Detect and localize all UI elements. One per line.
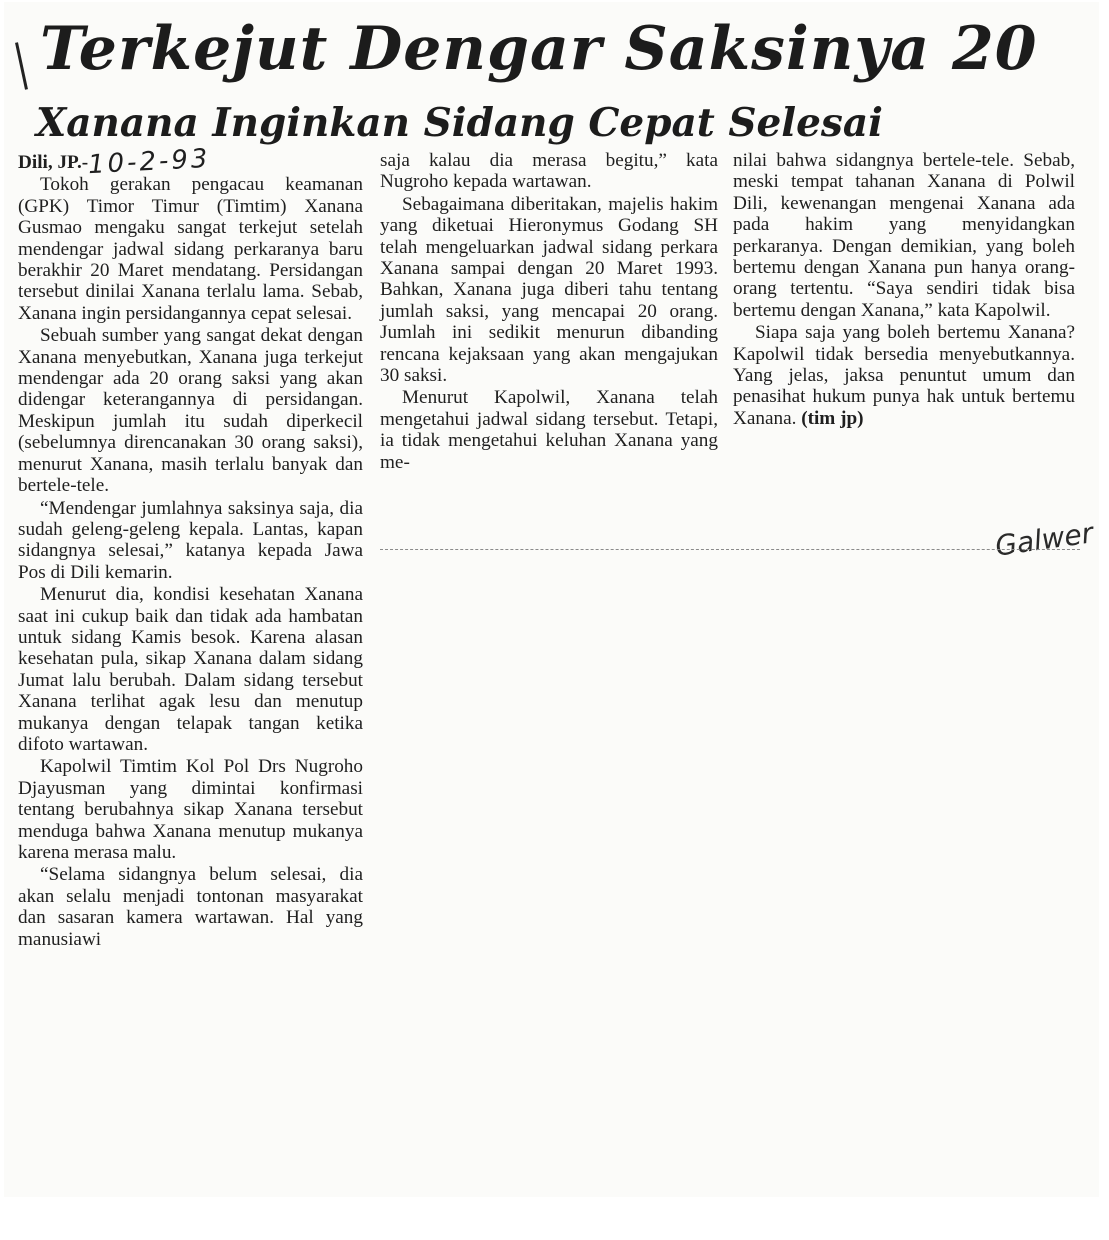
article-column-2 bbox=[380, 150, 718, 473]
paragraph: Sebuah sumber yang sangat dekat dengan Xanana menyebutkan, Xanana juga terkejut mendengar ada 20 orang saksi yang akan didengar keterangannya di persidangan. Meskipun jumlah itu sudah diperkecil (sebelumnya direncanakan 30 orang saksi), menurut Xanana, masih terlalu banyak dan bertele-tele. bbox=[18, 325, 363, 497]
article-column-1 bbox=[18, 143, 363, 950]
subheadline: Xanana Inginkan Sidang Cepat Selesai bbox=[36, 100, 883, 146]
byline-credit: (tim jp) bbox=[801, 407, 864, 429]
dateline bbox=[18, 143, 363, 181]
paragraph: Menurut dia, kondisi kesehatan Xanana saat ini cukup baik dan tidak ada hambatan untuk sidang Kamis besok. Karena alasan kesehatan pula, sikap Xanana dalam sidang Jumat lalu berubah. Dalam sidang tersebut Xanana terlihat agak lesu dan menutup mukanya dengan telapak tangan ketika difoto wartawan. bbox=[18, 584, 363, 755]
article-column-3 bbox=[733, 150, 1075, 429]
paragraph-text: Siapa saja yang boleh bertemu Xanana? Kapolwil tidak bersedia menyebutkannya. Yang jelas, jaksa penuntut umum dan penasihat hukum punya hak untuk bertemu Xanana. bbox=[733, 322, 1075, 429]
paragraph: Kapolwil Timtim Kol Pol Drs Nugroho Djayusman yang dimintai konfirmasi tentang berubahnya sikap Xanana tersebut menduga bahwa Xanana menutup mukanya karena merasa malu. bbox=[18, 756, 363, 863]
paragraph: Menurut Kapolwil, Xanana telah mengetahui jadwal sidang tersebut. Tetapi, ia tidak mengetahui keluhan Xanana yang me- bbox=[380, 387, 718, 473]
paragraph: saja kalau dia merasa begitu,” kata Nugroho kepada wartawan. bbox=[380, 150, 718, 193]
paragraph: Sebagaimana diberitakan, majelis hakim yang diketuai Hieronymus Godang SH telah mengeluarkan jadwal sidang perkara Xanana sampai dengan 20 Maret 1993. Bahkan, Xanana juga diberi tahu tentang jumlah saksi, yang mencapai 20 orang. Jumlah ini sedikit menurun dibanding rencana kejaksaan yang akan mengajukan 30 saksi. bbox=[380, 193, 718, 387]
headline: Terkejut Dengar Saksinya 20 bbox=[40, 14, 1038, 84]
paragraph: “Mendengar jumlahnya saksinya saja, dia sudah geleng-geleng kepala. Lantas, kapan sidangnya selesai,” katanya kepada Jawa Pos di Dili kemarin. bbox=[18, 497, 363, 583]
paragraph: “Selama sidangnya belum selesai, dia akan selalu menjadi tontonan masyarakat dan sasaran kamera wartawan. Hal yang manusiawi bbox=[18, 864, 363, 950]
paragraph-with-credit bbox=[733, 322, 1075, 429]
paragraph: nilai bahwa sidangnya bertele-tele. Sebab, meski tempat tahanan Xanana di Polwil Dili, kewenangan mengenai Xanana ada pada hakim yang menyidangkan perkaranya. Dengan demikian, yang boleh bertemu dengan Xanana pun hanya orang-orang tertentu. “Saya sendiri tidak bisa bertemu dengan Xanana,” kata Kapolwil. bbox=[733, 150, 1075, 321]
handwritten-date: 10-2-93 bbox=[87, 143, 212, 181]
column-end-rule bbox=[380, 549, 1080, 550]
handwritten-signature: Galwer bbox=[993, 516, 1096, 563]
dateline-place: Dili, JP.- bbox=[18, 152, 89, 173]
paragraph: Tokoh gerakan pengacau keamanan (GPK) Timor Timur (Timtim) Xanana Gusmao mengaku sangat terkejut setelah mendengar jadwal sidang perkaranya baru berakhir 20 Maret mendatang. Persidangan tersebut dinilai Xanana terlalu lama. Sebab, Xanana ingin persidangannya cepat selesai. bbox=[18, 174, 363, 324]
